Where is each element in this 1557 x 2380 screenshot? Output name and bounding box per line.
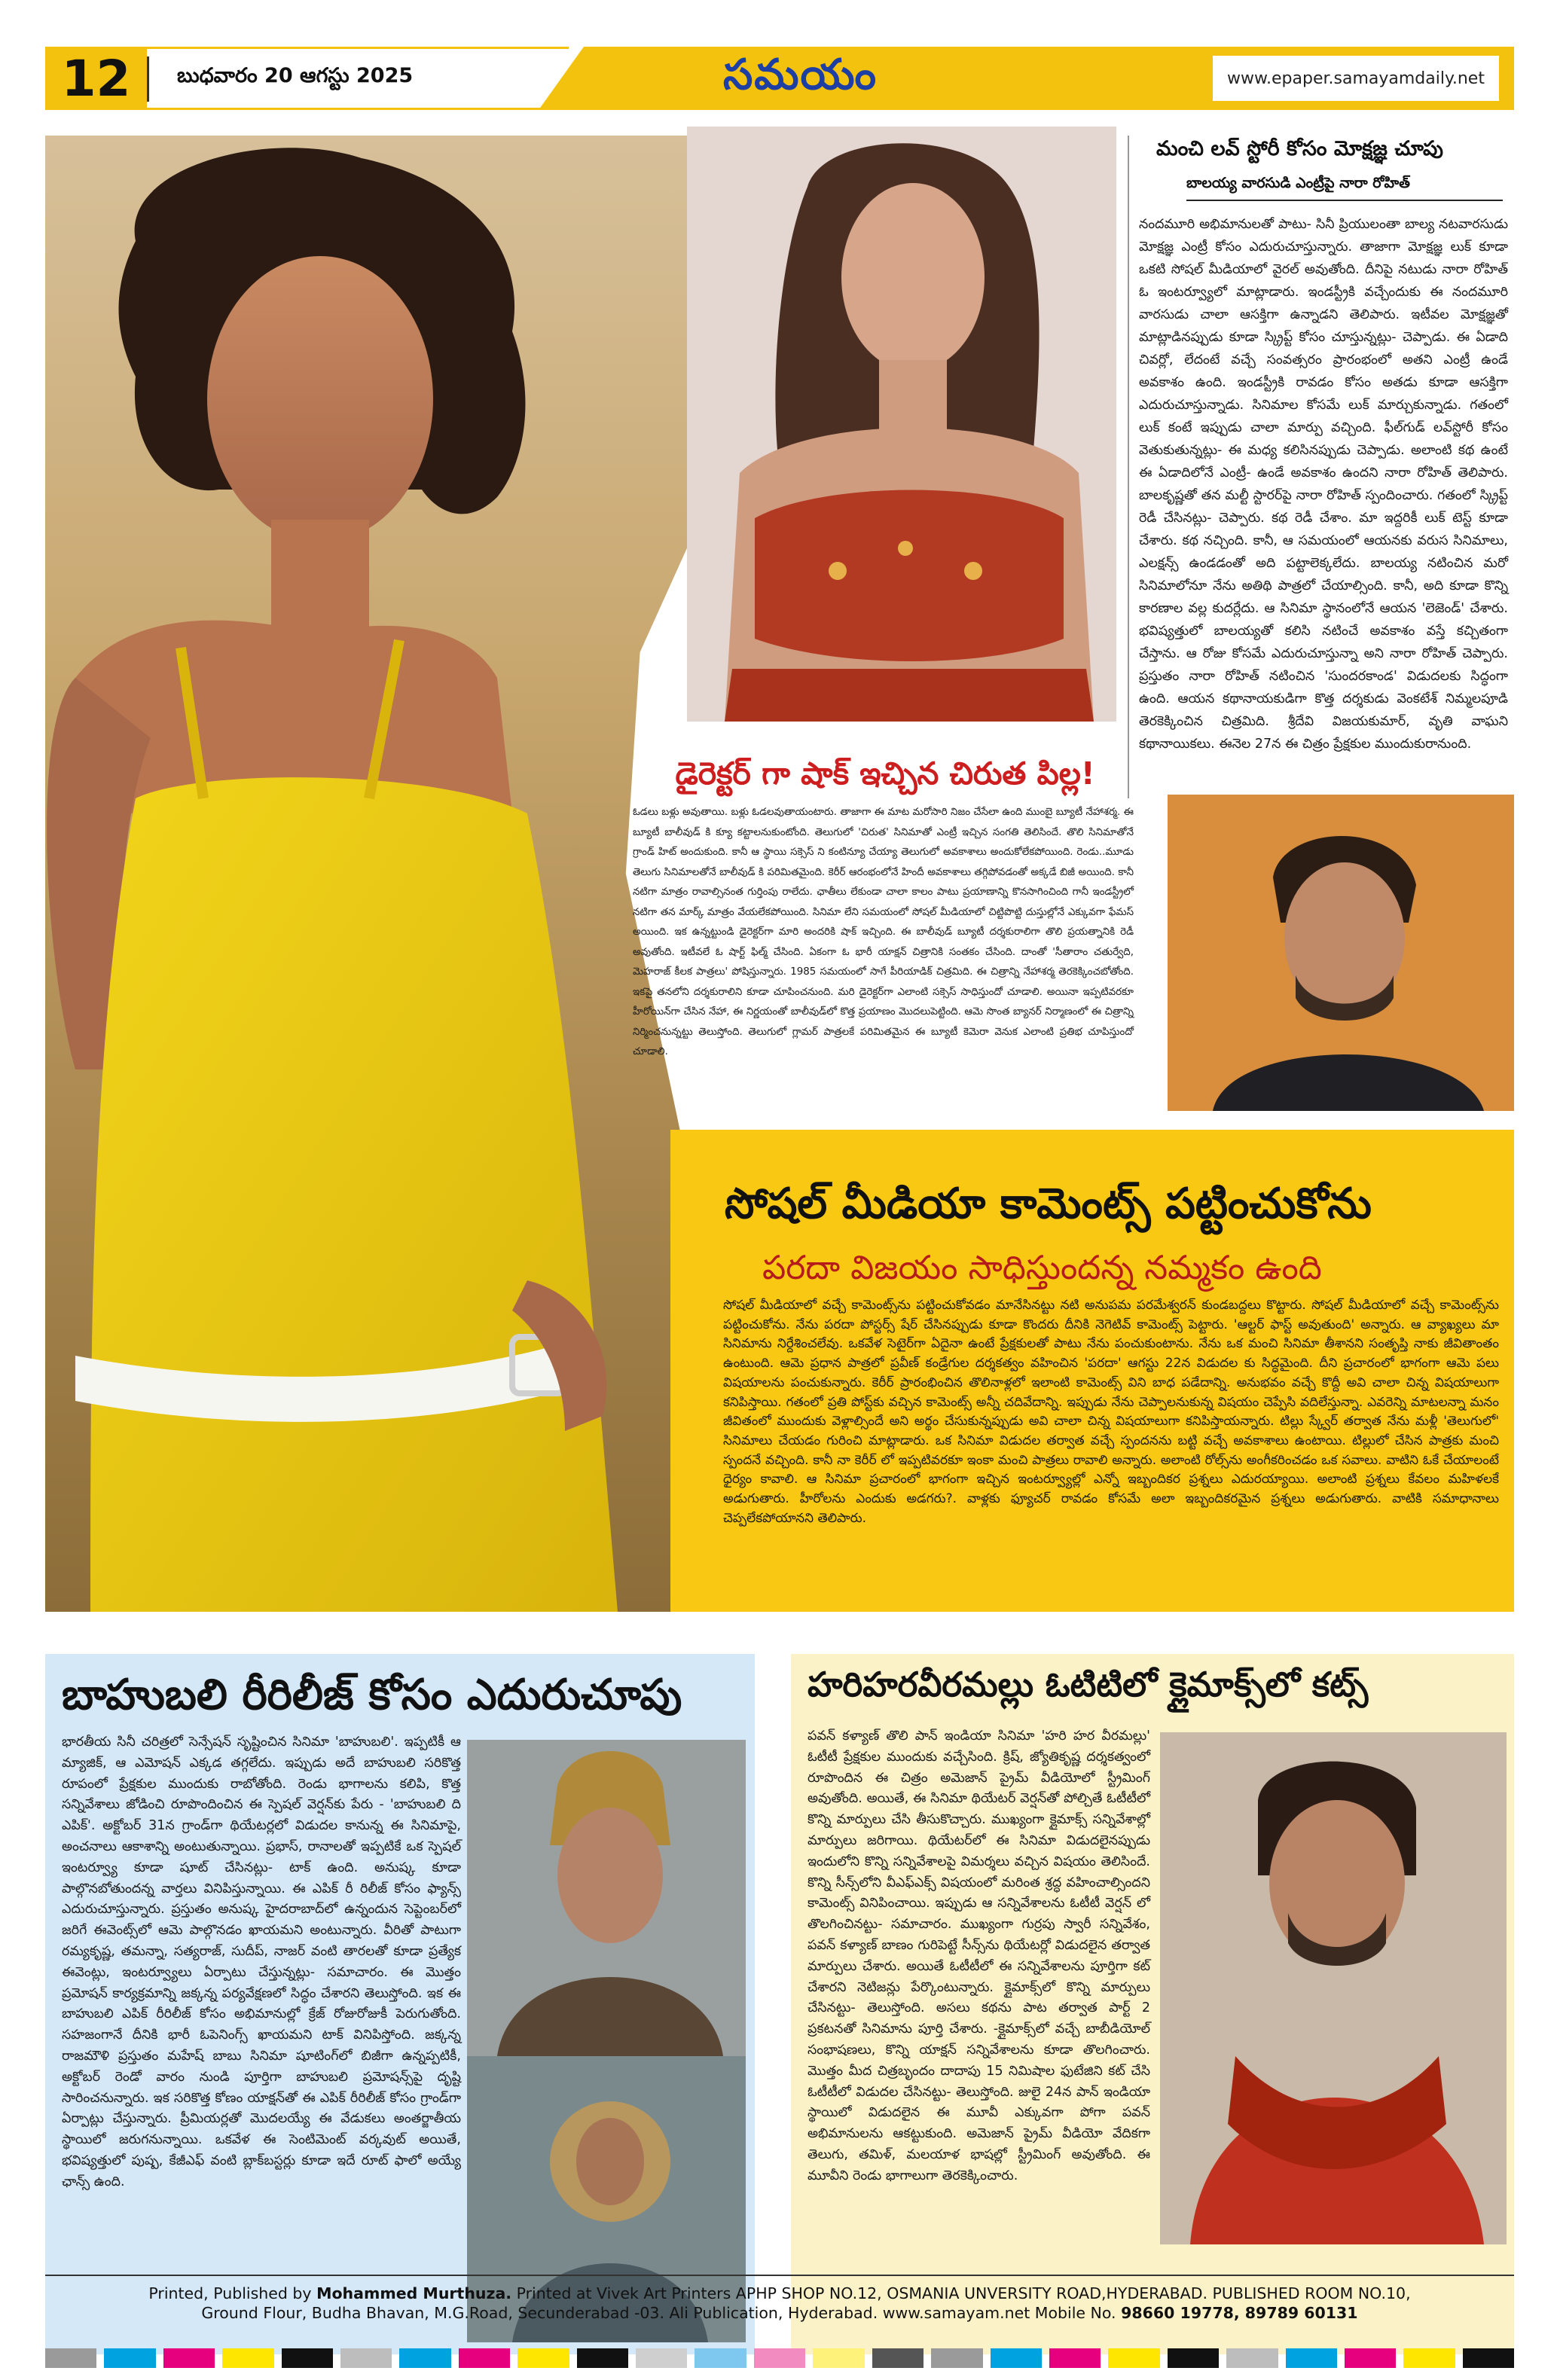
story-hhvm-headline: హరిహరవీరమల్లు ఓటిటిలో క్లైమాక్స్‌లో కట్స్ [808,1664,1369,1704]
imprint-contact: Ground Flour, Budha Bhavan, M.G.Road, Secunderabad -03. Ali Publication, Hyderabad. www.samayam.net Mobile No. [201,2304,1122,2322]
registration-swatch [163,2348,215,2368]
registration-swatch [695,2348,746,2368]
masthead [45,47,1514,110]
imprint-line-2 [45,2303,1514,2323]
registration-swatch [991,2348,1042,2368]
registration-color-bar [45,2348,1514,2368]
registration-swatch [1286,2348,1337,2368]
imprint-prefix: Printed, Published by [148,2284,317,2302]
registration-swatch [517,2348,569,2368]
registration-swatch [459,2348,510,2368]
story-baahubali-headline: బాహుబలి రీరిలీజ్ కోసం ఎదురుచూపు [62,1671,682,1719]
epaper-url[interactable]: www.epaper.samayamdaily.net [1213,56,1499,101]
imprint-publisher: Mohammed Murthuza. [316,2284,512,2302]
imprint-line-1 [45,2284,1514,2303]
photo-baahubali [467,1740,746,2342]
registration-swatch [813,2348,864,2368]
story-social-body: సోషల్ మీడియాలో వచ్చే కామెంట్స్‌ను పట్టించుకోవడం మానేసినట్టు నటి అనుపమ పరమేశ్వరన్ కుండబద్దలు కొట్టారు. సోషల్ మీడియాలో వచ్చే కామెంట్స్‌ను పట్టించుకోను. నేను పరదా పోస్టర్స్ షేర్ చేసినప్పుడు కూడా కొందరు దీనికి నెగెటివ్ కామెంట్స్ పెట్టారు. 'ఆల్టర్ ఫాస్ట్ అవుతుంది' అన్నారు. ఆ వ్యాఖ్యలు మా సినిమాను నిర్దేశించలేవు. ఒకవేళ సెటైర్‌గా ఏదైనా ఉంటే ప్రేక్షకులతో పాటు నేను పంచుకుంటాను. నేను ఒక మంచి సినిమా తీశానని సంతృప్తి నాకు జీవితాంతం ఉంటుంది. ఆమె ప్రధాన పాత్రలో ప్రవీణ్ కండ్రేగుల దర్శకత్వం వహించిన 'పరదా' ఆగస్టు 22న విడుదల కు సిద్ధమైంది. దీని ప్రచారంలో భాగంగా ఆమె పలు విషయాలను పంచుకున్నారు. కెరీర్ ప్రారంభించిన తొలినాళ్లలో ఇలాంటి కామెంట్స్ విని బాధ పడేదాన్ని. అనుభవం వచ్చే కొద్దీ అవి చాలా చిన్న విషయాలుగా కనిపిస్తాయి. గతంలో ప్రతి పోస్ట్‌కు వచ్చిన కామెంట్స్ అన్నీ చదివేదాన్ని. ఇప్పుడు నేను చెప్పాలనుకున్న విషయం చెప్పేసి వదిలేస్తున్నా. ఎవరెన్ని మాటలన్నా మనం జీవితంలో ముందుకు వెళ్లాల్సిందే అని అర్థం చేసుకున్నప్పుడు అవి చాలా చిన్న విషయాలుగా కనిపిస్తాయన్నారు. టిల్లు స్క్వేర్ తర్వాత నేను మళ్లీ 'తెలుగులో' సినిమాలు చేయడం గురించి మాట్లాడారు. ఒక సినిమా విడుదల తర్వాత వచ్చే స్పందనను బట్టి వచ్చే అవకాశాలు ఉంటాయి. టిల్లులో చేసిన పాత్రకు మంచి స్పందనే వచ్చింది. కానీ నా కెరీర్ లో ఇప్పటివరకూ ఇంకా మంచి పాత్రలు రావాలి అన్నారు. అలాంటి రోల్స్‌ను అంగీకరించడం ఒక సవాలు. వాటిని ఓకే చేయాలంటే ధైర్యం కావాలి. ఆ సినిమా ప్రచారంలో భాగంగా ఇచ్చిన ఇంటర్వ్యూల్లో ఎన్నో ఇబ్బందికర ప్రశ్నలు ఎదురయ్యాయి. అలాంటి ప్రశ్నలు కేవలం మహిళలకే అడుగుతారు. హీరోలను ఎందుకు అడగరు?. వాళ్లకు ఫ్యూచర్ రావడం కోసమే అలా ఇబ్బందికరమైన ప్రశ్నలు అడుగుతారు. వాటికి సమాధానాలు చెప్పలేకపోయానని తెలిపారు. [723,1298,1499,1526]
registration-swatch [282,2348,333,2368]
registration-swatch [754,2348,805,2368]
registration-swatch [399,2348,450,2368]
registration-swatch [1049,2348,1101,2368]
story-hhvm-body: పవన్ కళ్యాణ్ తొలి పాన్ ఇండియా సినిమా 'హరి హర వీరమల్లు' ఓటీటీ ప్రేక్షకుల ముందుకు వచ్చేసింది. క్రిష్, జ్యోతికృష్ణ దర్శకత్వంలో రూపొందిన ఈ చిత్రం అమెజాన్ ప్రైమ్ వీడియో‌లో స్ట్రీమింగ్ అవుతోంది. అయితే, ఈ సినిమా థియేటర్ వెర్షన్‌తో పోల్చితే ఓటీటీలో కొన్ని మార్పులు చేసి తీసుకొచ్చారు. ముఖ్యంగా క్లైమాక్స్ సన్నివేశాల్లో మార్పులు జరిగాయి. థియేటర్‌లో ఈ సినిమా విడుదలైనప్పుడు ఇందులోని కొన్ని సన్నివేశాలపై విమర్శలు వచ్చిన విషయం తెలిసిందే. కొన్ని సీన్స్‌లోని వీఎఫ్ఎక్స్ విషయంలో మరింత శ్రద్ధ వహించాల్సిందని కామెంట్స్ వినిపించాయి. ఇప్పుడు ఆ సన్నివేశాలను ఓటీటీ వెర్షన్ లో తొలగించినట్టు- సమాచారం. ముఖ్యంగా గుర్రపు స్వారీ సన్నివేశం, పవన్ కళ్యాణ్ బాణం గురిపెట్టే సీన్స్‌ను థియేటర్లో విడుదలైన తర్వాత మార్పులు చేశారు. అయితే ఓటీటీలో ఈ సన్నివేశాలను పూర్తిగా కట్ చేశారని నెటిజన్లు పేర్కొంటున్నారు. క్లైమాక్స్‌లో కొన్ని మార్పులు చేసినట్టు- తెలుస్తోంది. అసలు కథను పాట తర్వాత పార్ట్‌ 2 ప్రకటనతో సినిమాను పూర్తి చేశారు. -క్లైమాక్స్‌లో వచ్చే బాబీడియోల్ సంభాషణలు, కొన్ని యాక్షన్ సన్నివేశాలను కూడా తొలగించారు. మొత్తం మీద చిత్రబృందం దాదాపు 15 నిమిషాల ఫుటేజిని కట్ చేసి ఓటీటీలో విడుదల చేసినట్టు- తెలుస్తోంది. జులై 24న పాన్ ఇండియా స్థాయిలో విడుదలైన ఈ మూవీ ఎక్కువగా పోగా పవన్ అభిమానులను ఆకట్టుకుంది. అమెజాన్ ప్రైమ్ వీడియో వేదికగా తెలుగు, తమిళ్, మలయాళ భాషల్లో స్ట్రీమింగ్ అవుతోంది. ఈ మూవీని రెండు భాగాలుగా తెరకెక్కించారు. [808,1729,1150,2183]
registration-swatch [340,2348,392,2368]
story-social-headline: సోషల్ మీడియా కామెంట్స్ పట్టించుకోను [725,1179,1372,1228]
registration-swatch [577,2348,628,2368]
registration-swatch [636,2348,687,2368]
page-number: 12 [61,49,131,108]
story-baahubali-body: భారతీయ సినీ చరిత్రలో సెన్సేషన్ సృష్టించిన సినిమా 'బాహుబలి'. ఇప్పటికీ ఆ మ్యాజిక్, ఆ ఎమోషన్ ఎక్కడ తగ్గలేదు. ఇప్పుడు అదే బాహుబలి సరికొత్త రూపంలో ప్రేక్షకుల ముందుకు రాబోతోంది. రెండు భాగాలను కలిపి, కొత్త సన్నివేశాలు జోడించి రూపొందించిన ఈ స్పెషల్ వెర్షన్‌కు పేరు - 'బాహుబలి ది ఎపిక్'. అక్టోబర్ 31న గ్రాండ్‌గా థియేటర్లలో విడుదల కానున్న ఈ సినిమాపై, అంచనాలు ఆకాశాన్ని అంటుతున్నాయి. ప్రభాస్, రానాలతో ఇప్పటికే ఒక స్పెషల్ ఇంటర్వ్యూ కూడా షూట్ చేసినట్లు- టాక్ ఉంది. అనుష్క కూడా పాల్గొనబోతుందన్న వార్తలు వినిపిస్తున్నాయి. ఈ ఎపిక్ రీ రిలీజ్ కోసం ఫ్యాన్స్ ఎదురుచూస్తున్నారు. ప్రస్తుతం అనుష్క హైదరాబాద్‌లో ఉన్నందున సెప్టెంబర్‌లో జరిగే ఈవెంట్స్‌లో ఆమె పాల్గొనడం ఖాయమని అంటున్నారు. వీరితో పాటుగా రమ్యకృష్ణ, తమన్నా, సత్యరాజ్, సుదీప్, నాజర్ వంటి తారలతో కూడా ప్రత్యేక ఈవెంట్లు, ఇంటర్వ్యూలు ఏర్పాటు చేస్తున్నట్లు- సమాచారం. ఈ మొత్తం ప్రమోషన్ కార్యక్రమాన్ని జక్కన్న పర్యవేక్షణలో సిద్ధం చేశారని తెలుస్తోంది. ఇక ఈ బాహుబలి ఎపిక్ రీరిలీజ్ కోసం అభిమానుల్లో క్రేజ్ రోజురోజుకీ పెరుగుతోంది. సహజంగానే దీనికి భారీ ఓపెనింగ్స్ ఖాయమని టాక్ వినిపిస్తోంది. జక్కన్న రాజమౌళి ప్రస్తుతం మహేష్ బాబు సినిమా షూటింగ్‌లో బిజీగా ఉన్నప్పటికీ, అక్టోబర్ రెండో వారం నుండి పూర్తిగా బాహుబలి ప్రమోషన్స్‌పై దృష్టి సారించనున్నారు. ఇక సరికొత్త కోణం యాక్షన్‌తో ఈ ఎపిక్ రీరిలీజ్ కోసం గ్రాండ్‌గా ఏర్పాట్లు చేస్తున్నారు. ప్రీమియర్లతో మొదలయ్యే ఈ వేడుకలు అంతర్జాతీయ స్థాయిలో జరుగనున్నాయి. ఒకవేళ ఈ సెంటిమెంట్ వర్కవుట్ అయితే, భవిష్యత్తులో పుష్ప, కేజీఎఫ్ వంటి బ్లాక్‌బస్టర్లు కూడా ఇదే రూట్ ఫాలో అయ్యే ఛాన్స్ ఉంది. [62,1735,461,2189]
story-director-headline: డైరెక్టర్ గా షాక్ ఇచ్చిన చిరుత పిల్ల! [675,755,1095,792]
registration-swatch [1345,2348,1396,2368]
imprint-footer [45,2275,1514,2323]
imprint-address: Printed at Vivek Art Printers APHP SHOP NO.12, OSMANIA UNVERSITY ROAD,HYDERABAD. PUBLISHED ROOM NO.10, [511,2284,1411,2302]
photo-red-outfit [687,127,1116,722]
registration-swatch [872,2348,924,2368]
story-mokshagna-body: నందమూరి అభిమానులతో పాటు- సినీ ప్రియులంతా బాల్య నటవారసుడు మోక్షజ్ఞ ఎంట్రీ కోసం ఎదురుచూస్తున్నారు. తాజాగా మోక్షజ్ఞ లుక్ కూడా ఒకటి సోషల్ మీడియాలో వైరల్ అవుతోంది. దీనిపై నటుడు నారా రోహిత్ ఓ ఇంటర్వ్యూలో మాట్లాడారు. ఇండస్ట్రీకి వచ్చేందుకు ఈ నందమూరి వారసుడు చాలా ఆసక్తిగా ఉన్నాడని తెలిపారు. ఇటీవల మోక్షజ్ఞతో మాట్లాడినప్పుడు కూడా స్క్రిప్ట్ కోసం చూస్తున్నట్లు- చెప్పాడు. ఈ ఏడాది చివర్లో, లేదంటే వచ్చే సంవత్సరం ప్రారంభంలో అతని ఎంట్రీ ఉండే అవకాశం ఉంది. ఇండస్ట్రీకి రావడం కోసం అతడు కూడా ఆసక్తిగా ఎదురుచూస్తున్నాడు. సినిమాల కోసమే లుక్ మార్చుకున్నాడు. గతంలో లుక్ కంటే ఇప్పుడు చాలా మార్పు వచ్చింది. ఫీల్‌గుడ్ లవ్‌స్టోరీ కోసం వెతుకుతున్నట్లు- ఈ మధ్య కలిసినప్పుడు చెప్పాడు. అలాంటి కథ ఉంటే ఈ ఏడాదిలోనే ఎంట్రీ- ఉండే అవకాశం ఉందని నారా రోహిత్ తెలిపారు. బాలకృష్ణతో తన మల్టీ స్టారర్‌పై నారా రోహిత్ స్పందించారు. గతంలో స్క్రిప్ట్ రెడీ చేసినట్లు- చెప్పారు. కథ రెడీ చేశాం. మా ఇద్దరికీ లుక్ టెస్ట్ కూడా చేశారు. కథ నచ్చింది. కానీ, ఆ సమయంలో ఆయనకు వరుస సినిమాలు, ఎలక్షన్స్ ఉండడంతో అది పట్టాలెక్కలేదు. బాలయ్య నటించిన మరో సినిమాలోనూ నేను అతిథి పాత్రలో చేయాల్సింది. కానీ, అది కూడా కొన్ని కారణాల వల్ల కుదర్లేదు. ఆ సినిమా స్థానంలోనే ఆయన 'లెజెండ్' చేశారు. భవిష్యత్తులో బాలయ్యతో కలిసి నటించే అవకాశం వస్తే కచ్చితంగా చేస్తాను. ఆ రోజు కోసమే ఎదురుచూస్తున్నా అని నారా రోహిత్ చెప్పారు. ప్రస్తుతం నారా రోహిత్ నటించిన 'సుందరకాండ' విడుదలకు సిద్ధంగా ఉంది. ఆయన కథానాయకుడిగా కొత్త దర్శకుడు వెంకటేశ్ నిమ్మలపూడి తెరకెక్కించిన చిత్రమిది. శ్రీదేవి విజయకుమార్, వృతి వాఘని కథానాయికలు. ఈనెల 27న ఈ చిత్రం ప్రేక్షకుల ముందుకురానుంది. [1139,217,1508,752]
page-number-badge [45,47,147,110]
paper-name: సమయం [723,50,878,99]
registration-swatch [1463,2348,1514,2368]
story-social-subhead: పరదా విజయం సాధిస్తుందన్న నమ్మకం ఉంది [762,1249,1322,1287]
story-mokshagna-headline: మంచి లవ్ స్టోరీ కోసం మోక్షజ్ఞ చూపు [1156,137,1443,160]
imprint-phones: 98660 19778, 89789 60131 [1121,2304,1358,2322]
registration-swatch [1226,2348,1278,2368]
story-director-body: ఓడలు బళ్లు అవుతాయి. బళ్లు ఓడలవుతాయంటారు. తాజాగా ఈ మాట మరోసారి నిజం చేసేలా ఉంది ముంబై బ్యూటీ నేహాశర్మ. ఈ బ్యూటీ బాలీవుడ్ కి క్యూ కట్టాలనుకుంటోంది. తెలుగులో 'చిరుత' సినిమాతో ఎంట్రీ ఇచ్చిన సంగతి తెలిసిందే. తొలి సినిమాతోనే గ్రాండ్ హిట్ అందుకుంది. కానీ ఆ స్థాయి సక్సెస్ ని కంటిన్యూ చేయ్యా తెలుగులో అవకాశాలు అందుకోలేకపోయింది. రెండు..మూడు తెలుగు సినిమాలతోనే బాలీవుడ్ కి పరిమితమైంది. కెరీర్ ఆరంభంలోనే హిందీ అవకాశాలు తగ్గిపోవడంతో అక్కడే బిజీ అయింది. కానీ నటిగా మాత్రం రావాల్సినంత గుర్తింపు రాలేదు. ఛాతీలు లేకుండా చాలా కాలం పాటు ప్రయాణాన్ని కొనసాగించింది గానీ ఇండస్ట్రీలో నటిగా తన మార్క్ మాత్రం వేయలేకపోయింది. సినిమా లేని సమయంలో సోషల్ మీడియాలో చిట్టిపొట్టి దుస్తుల్లోనే ఎక్కువగా ఫేమస్ అయింది. ఇక ఉన్నట్టుండి డైరెక్టర్‌గా మారి అందరికి షాక్ ఇచ్చింది. ఈ బాలీవుడ్ బ్యూటీ దర్శకురాలిగా తొలి ప్రయత్నానికి రెడీ అవుతోంది. ఇటీవలే ఓ షార్ట్ ఫిల్మ్ చేసింది. ఏకంగా ఓ భారీ యాక్షన్ చిత్రానికి సంతకం చేసింది. దాంతో 'సీతారాం చతుర్వేది, మెహరాజ్ కీలక పాత్రలు' పోషిస్తున్నారు. 1985 సమయంలో సాగే పీరియాడిక్ చిత్రమిది. ఈ చిత్రాన్ని నేహాశర్మ తెరకెక్కించబోతోంది. ఇకపై తనలోని దర్శకురాలిని కూడా చూపించనుంది. మరి డైరెక్టర్‌గా ఎలాంటి సక్సెస్ సాధిస్తుందో చూడాలి. అయినా ఇప్పటివరకూ హీరోయిన్‌గా చేసిన నేహా, ఈ నిర్ణయంతో బాలీవుడ్‌లో కొత్త ప్రయాణం మొదలుపెట్టింది. ఆమె సొంత బ్యానర్‌ నిర్మాణంలో ఈ చిత్రాన్ని నిర్మించనున్నట్టు తెలుస్తోంది. తెలుగులో గ్లామర్ పాత్రలకే పరిమితమైన ఈ బ్యూటీ కెమెరా వెనుక ఎలాంటి ప్రతిభ చూపిస్తుందో చూడాలి. [633,807,1134,1057]
registration-swatch [104,2348,155,2368]
registration-swatch [1108,2348,1159,2368]
registration-swatch [222,2348,273,2368]
issue-date: బుధవారం 20 ఆగస్టు 2025 [147,47,569,110]
story-mokshagna-subhead: బాలయ్య వారసుడి ఎంట్రీపై నారా రోహిత్ [1186,175,1503,201]
registration-swatch [1168,2348,1219,2368]
registration-swatch [45,2348,96,2368]
column-divider [1128,136,1129,798]
photo-nara-rohit [1168,795,1514,1111]
photo-pawan-kalyan [1160,1732,1507,2244]
registration-swatch [931,2348,982,2368]
registration-swatch [1403,2348,1455,2368]
